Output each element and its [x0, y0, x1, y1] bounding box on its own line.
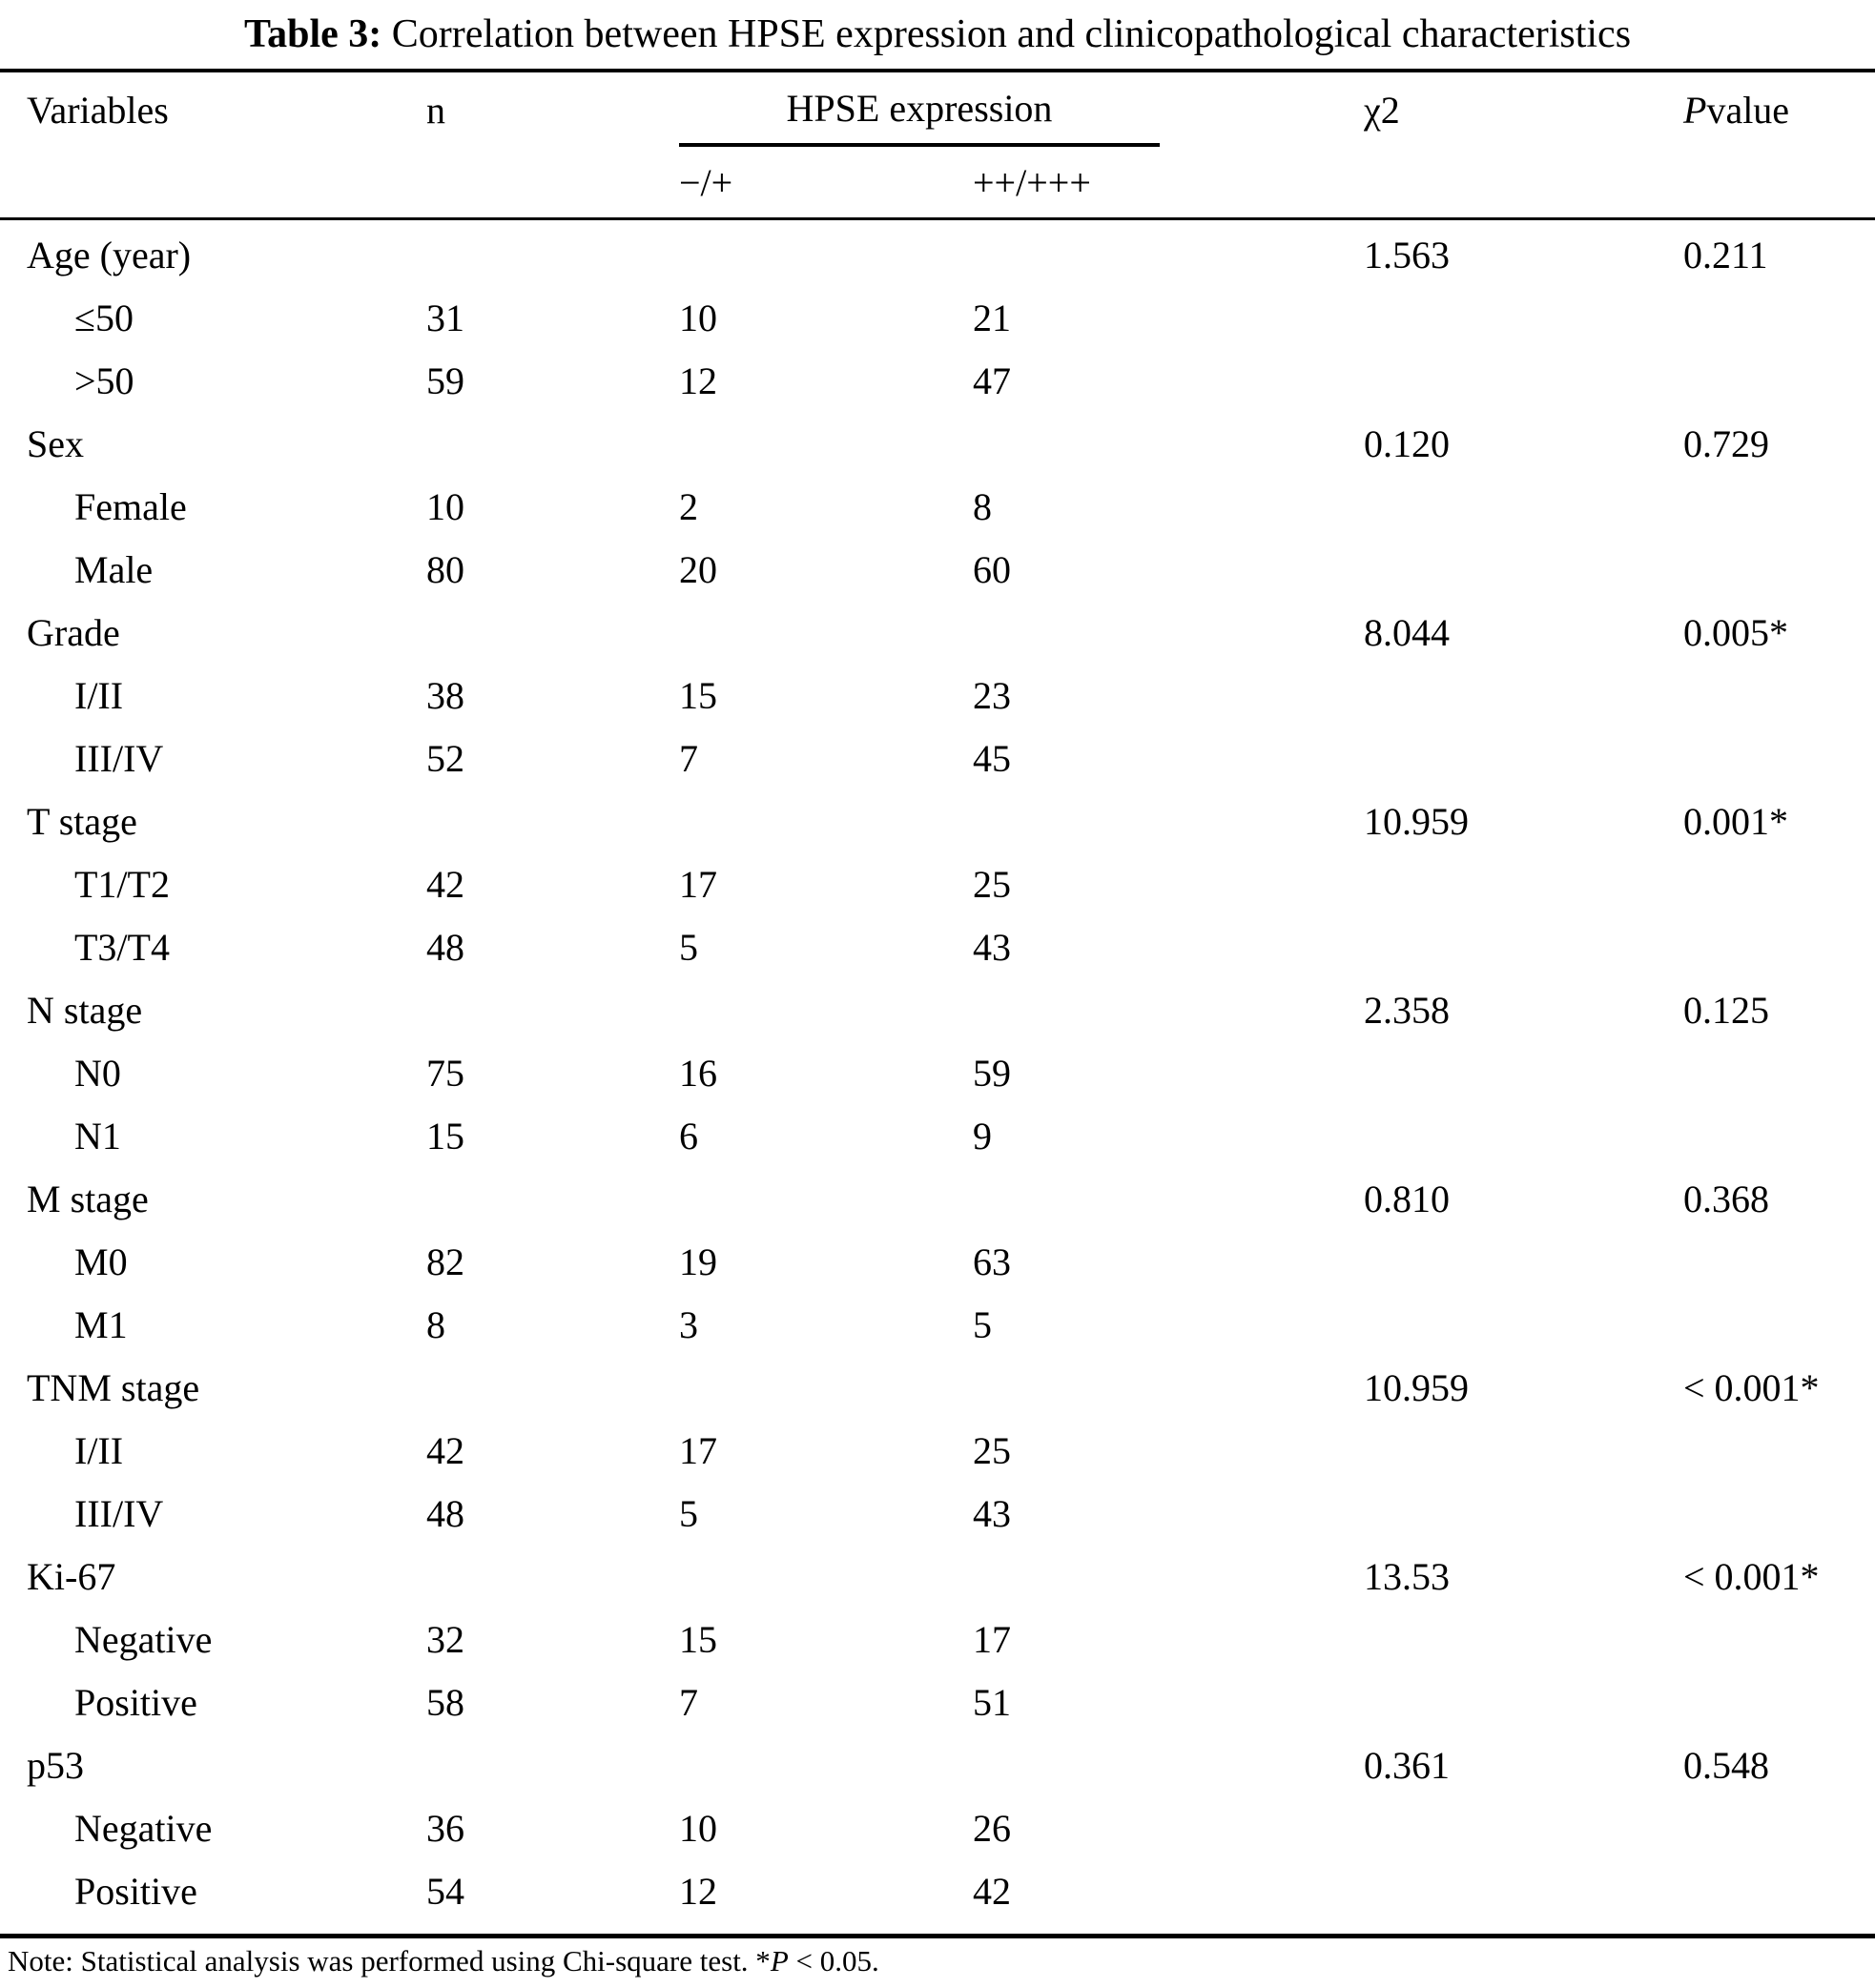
table-title-label: Table 3: — [243, 12, 382, 56]
cell-hpse-low: 20 — [679, 547, 717, 591]
table-row — [0, 601, 1875, 664]
cell-hpse-low: 12 — [679, 1869, 717, 1913]
table-row — [0, 412, 1875, 475]
table-row — [0, 1482, 1875, 1545]
table-footer — [0, 1934, 1875, 1978]
cell-hpse-high: 43 — [973, 925, 1011, 969]
cell-n: 10 — [426, 484, 464, 528]
table-row — [0, 727, 1875, 789]
row-label: Negative — [74, 1806, 213, 1850]
table-row — [0, 1041, 1875, 1104]
cell-n: 58 — [426, 1680, 464, 1724]
cell-p-value: 0.001* — [1683, 799, 1788, 843]
row-label: Sex — [27, 421, 84, 465]
cell-p-value: < 0.001* — [1683, 1365, 1820, 1409]
row-label: M stage — [27, 1177, 149, 1220]
table-row — [0, 664, 1875, 727]
cell-hpse-low: 10 — [679, 296, 717, 339]
cell-n: 32 — [426, 1617, 464, 1661]
row-label: T stage — [27, 799, 137, 843]
table-row — [0, 1545, 1875, 1608]
cell-n: 59 — [426, 359, 464, 402]
cell-hpse-low: 5 — [679, 925, 698, 969]
cell-n: 42 — [426, 862, 464, 906]
table-row — [0, 538, 1875, 601]
row-label: Male — [74, 547, 154, 591]
cell-chi-square: 0.361 — [1364, 1743, 1450, 1787]
table-row — [0, 1104, 1875, 1167]
table-row — [0, 1608, 1875, 1670]
table-row — [0, 852, 1875, 915]
row-label: III/IV — [74, 736, 164, 780]
cell-hpse-low: 10 — [679, 1806, 717, 1850]
note-suffix: < 0.05. — [788, 1944, 879, 1978]
row-label: M0 — [74, 1240, 128, 1283]
cell-n: 31 — [426, 296, 464, 339]
table-row — [0, 223, 1875, 286]
cell-chi-square: 2.358 — [1364, 988, 1450, 1032]
row-label: Grade — [27, 610, 120, 654]
cell-n: 42 — [426, 1428, 464, 1472]
cell-hpse-low: 15 — [679, 673, 717, 717]
cell-hpse-high: 23 — [973, 673, 1011, 717]
table-row — [0, 978, 1875, 1041]
cell-p-value: < 0.001* — [1683, 1554, 1820, 1598]
row-label: N stage — [27, 988, 143, 1032]
row-label: N1 — [74, 1114, 121, 1158]
header-p-value — [1683, 72, 1875, 147]
table-row — [0, 1859, 1875, 1922]
header-sub-high: ++/+++ — [973, 160, 1091, 204]
row-label: III/IV — [74, 1491, 164, 1535]
row-label: Female — [74, 484, 187, 528]
row-label: Positive — [74, 1680, 197, 1724]
row-label: I/II — [74, 673, 124, 717]
note-p-italic: P — [770, 1944, 789, 1978]
header-variables: Variables — [27, 88, 169, 132]
header-p-value-italic: P — [1683, 88, 1707, 132]
cell-n: 36 — [426, 1806, 464, 1850]
cell-hpse-low: 17 — [679, 1428, 717, 1472]
header-chi-square: χ2 — [1364, 88, 1400, 132]
table-body — [0, 220, 1875, 1922]
table-row — [0, 789, 1875, 852]
table-note — [0, 1938, 1875, 1978]
cell-hpse-high: 43 — [973, 1491, 1011, 1535]
table-row — [0, 915, 1875, 978]
cell-hpse-high: 25 — [973, 1428, 1011, 1472]
row-label: T1/T2 — [74, 862, 170, 906]
row-label: >50 — [74, 359, 134, 402]
cell-n: 80 — [426, 547, 464, 591]
table-title-text: Correlation between HPSE expression and clinicopathological characteristics — [381, 12, 1632, 56]
row-label: Negative — [74, 1617, 213, 1661]
cell-hpse-low: 16 — [679, 1051, 717, 1095]
cell-n: 48 — [426, 1491, 464, 1535]
row-label: p53 — [27, 1743, 84, 1787]
table-row — [0, 475, 1875, 538]
row-label: Ki-67 — [27, 1554, 116, 1598]
cell-chi-square: 8.044 — [1364, 610, 1450, 654]
row-label: N0 — [74, 1051, 121, 1095]
cell-hpse-low: 15 — [679, 1617, 717, 1661]
cell-hpse-high: 21 — [973, 296, 1011, 339]
cell-hpse-high: 45 — [973, 736, 1011, 780]
cell-n: 48 — [426, 925, 464, 969]
cell-p-value: 0.729 — [1683, 421, 1769, 465]
table-row — [0, 1733, 1875, 1796]
cell-chi-square: 13.53 — [1364, 1554, 1450, 1598]
table-row — [0, 1167, 1875, 1230]
row-label: Positive — [74, 1869, 197, 1913]
header-n: n — [426, 88, 445, 132]
cell-n: 82 — [426, 1240, 464, 1283]
cell-hpse-high: 59 — [973, 1051, 1011, 1095]
table-row — [0, 349, 1875, 412]
row-label: M1 — [74, 1302, 128, 1346]
cell-chi-square: 0.810 — [1364, 1177, 1450, 1220]
cell-n: 54 — [426, 1869, 464, 1913]
header-p-value-rest: value — [1706, 88, 1790, 132]
table-header — [0, 72, 1875, 217]
table-row — [0, 1293, 1875, 1356]
cell-hpse-low: 17 — [679, 862, 717, 906]
table-row — [0, 286, 1875, 349]
cell-hpse-low: 19 — [679, 1240, 717, 1283]
cell-hpse-high: 60 — [973, 547, 1011, 591]
cell-hpse-low: 3 — [679, 1302, 698, 1346]
cell-hpse-high: 51 — [973, 1680, 1011, 1724]
cell-hpse-high: 8 — [973, 484, 992, 528]
cell-hpse-high: 17 — [973, 1617, 1011, 1661]
cell-hpse-low: 5 — [679, 1491, 698, 1535]
cell-hpse-low: 12 — [679, 359, 717, 402]
header-hpse-group-label: HPSE expression — [679, 72, 1160, 147]
row-label: ≤50 — [74, 296, 134, 339]
cell-chi-square: 1.563 — [1364, 233, 1450, 277]
cell-hpse-low: 7 — [679, 1680, 698, 1724]
row-label: Age (year) — [27, 233, 192, 277]
cell-hpse-high: 9 — [973, 1114, 992, 1158]
cell-n: 75 — [426, 1051, 464, 1095]
header-hpse-group — [679, 72, 1364, 147]
cell-p-value: 0.368 — [1683, 1177, 1769, 1220]
table-row — [0, 1230, 1875, 1293]
cell-chi-square: 10.959 — [1364, 799, 1469, 843]
cell-p-value: 0.548 — [1683, 1743, 1769, 1787]
cell-hpse-low: 7 — [679, 736, 698, 780]
row-label: TNM stage — [27, 1365, 200, 1409]
header-sub-low: −/+ — [679, 160, 733, 204]
cell-n: 8 — [426, 1302, 445, 1346]
cell-n: 52 — [426, 736, 464, 780]
cell-chi-square: 10.959 — [1364, 1365, 1469, 1409]
table-row — [0, 1419, 1875, 1482]
cell-hpse-high: 47 — [973, 359, 1011, 402]
cell-hpse-low: 2 — [679, 484, 698, 528]
table-row — [0, 1670, 1875, 1733]
row-label: I/II — [74, 1428, 124, 1472]
cell-chi-square: 0.120 — [1364, 421, 1450, 465]
cell-n: 38 — [426, 673, 464, 717]
table-title — [0, 0, 1875, 69]
cell-p-value: 0.125 — [1683, 988, 1769, 1032]
cell-hpse-high: 26 — [973, 1806, 1011, 1850]
cell-hpse-high: 25 — [973, 862, 1011, 906]
table-row — [0, 1356, 1875, 1419]
cell-hpse-high: 5 — [973, 1302, 992, 1346]
cell-hpse-high: 42 — [973, 1869, 1011, 1913]
cell-hpse-high: 63 — [973, 1240, 1011, 1283]
row-label: T3/T4 — [74, 925, 170, 969]
cell-p-value: 0.005* — [1683, 610, 1788, 654]
cell-p-value: 0.211 — [1683, 233, 1768, 277]
note-prefix: Note: Statistical analysis was performed using Chi-square test. * — [8, 1944, 771, 1978]
cell-hpse-low: 6 — [679, 1114, 698, 1158]
cell-n: 15 — [426, 1114, 464, 1158]
table-row — [0, 1796, 1875, 1859]
